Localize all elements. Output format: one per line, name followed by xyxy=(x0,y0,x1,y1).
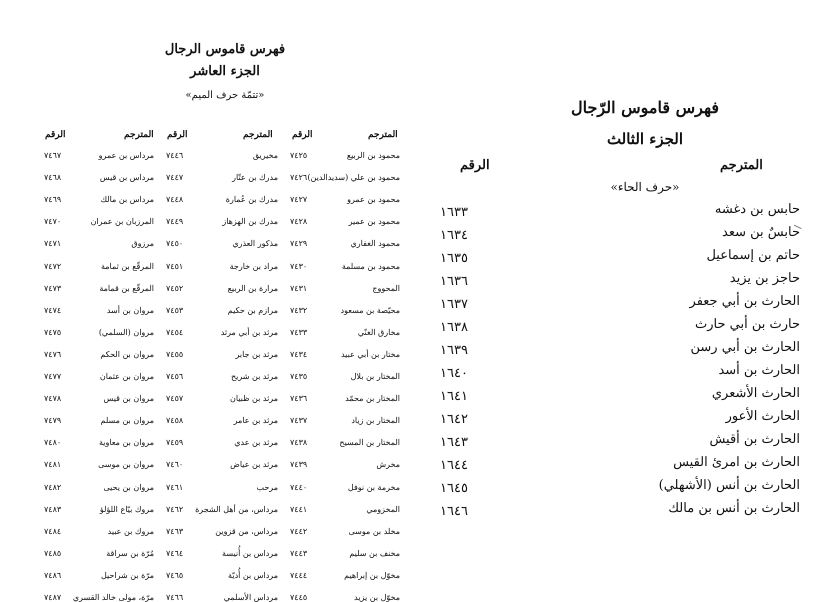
left-entry-name: محمود بن عمير xyxy=(348,217,400,227)
left-entry-name: مرحب xyxy=(256,482,278,492)
left-entry-number: ٧٤٣٧ xyxy=(290,416,308,426)
left-entry-number: ٧٤٥٤ xyxy=(166,327,184,337)
left-entry-name: المختار بن محمّد xyxy=(345,394,400,404)
left-column-header-name: المترجم xyxy=(124,130,154,140)
left-column-header-num: الرقم xyxy=(292,130,313,140)
left-entry-name: مخرمة بن نوفل xyxy=(347,482,400,492)
left-page-title: فهرس قاموس الرجال xyxy=(164,42,286,57)
left-entry-number: ٧٤٣٨ xyxy=(290,438,308,448)
left-entry-name: محيّصة بن مسعود xyxy=(340,305,400,315)
left-entry-name: مرازم بن حكيم xyxy=(227,305,278,315)
right-entry-number: ١٦٤٢ xyxy=(440,412,468,427)
left-entry-name: مرداس بن مالك xyxy=(100,195,154,205)
left-entry-name: مرداس بن قيس xyxy=(99,173,154,183)
left-entry-name: مرداس بن أُنيسة xyxy=(222,548,278,558)
left-entry-name: مروان (السلمي) xyxy=(98,327,154,337)
left-entry-number: ٧٤٤٦ xyxy=(166,151,184,160)
right-entry-name: الحارث الأشعري xyxy=(711,386,800,401)
right-page-title: فهرس قاموس الرّجال xyxy=(571,98,719,117)
left-entry-number: ٧٤٨٠ xyxy=(44,438,62,448)
left-entry-name: مخوّل بن إبراهيم xyxy=(344,570,400,580)
left-entry-number: ٧٤٣٠ xyxy=(290,261,308,271)
left-entry-name: مروان بن الحكم xyxy=(100,349,154,359)
left-entry-number: ٧٤٣٦ xyxy=(290,394,308,404)
right-entry-number: ١٦٤٣ xyxy=(440,435,468,450)
right-entry-name: حارث بن أبي حارث xyxy=(694,317,800,332)
left-entry-number: ٧٤٦٤ xyxy=(166,548,184,558)
left-entry-number: ٧٤٨٣ xyxy=(44,504,62,514)
left-entry-number: ٧٤٧٢ xyxy=(44,261,62,271)
left-entry-number: ٧٤٧٩ xyxy=(44,416,62,426)
left-entry-name: محمود بن مسلمة xyxy=(341,261,400,271)
left-entry-number: ٧٤٥٧ xyxy=(166,394,184,404)
right-entry-name: حابس بن دغشه xyxy=(714,202,800,217)
left-entry-name: مروك بن عبيد xyxy=(107,526,154,536)
left-entry-name: مروك بيّاع اللؤلؤ xyxy=(99,504,154,514)
left-entry-name: مختار بن أبي عبيد xyxy=(340,349,400,359)
left-entry-name: المرقّع بن ثمامة xyxy=(100,261,154,271)
left-entry-name: مخرش xyxy=(376,460,400,470)
right-entry-number: ١٦٣٤ xyxy=(440,228,468,243)
left-entry-number: ٧٤٤٥ xyxy=(290,593,308,602)
left-entry-number: ٧٤٦٥ xyxy=(166,570,184,580)
left-entry-name: مرثد بن ظبيان xyxy=(229,394,278,404)
right-entry-name: الحارث بن امرئ القيس xyxy=(673,455,800,470)
left-entry-name: مرثد بن عدي xyxy=(234,438,278,448)
left-entry-number: ٧٤٤٤ xyxy=(290,570,308,580)
left-entry-name: مدرك بن عُمارة xyxy=(225,195,278,205)
left-entry-number: ٧٤٥٦ xyxy=(166,372,184,381)
left-entry-number: ٧٤٨٧ xyxy=(44,593,62,602)
right-entry-number: ١٦٤٤ xyxy=(440,458,468,473)
left-entry-name: مرارة بن الربيع xyxy=(227,283,278,293)
left-entry-name: محمود بن علي (سديدالدين) xyxy=(307,173,400,183)
left-entry-name: مخيريق xyxy=(252,151,278,160)
right-entry-number: ١٦٤٠ xyxy=(440,366,468,381)
left-entry-name: مرّة بن شراحيل xyxy=(100,570,154,580)
left-entry-number: ٧٤٦٨ xyxy=(44,173,62,183)
left-entry-number: ٧٤٦٧ xyxy=(44,151,62,160)
left-entry-number: ٧٤٢٨ xyxy=(290,217,308,227)
left-entry-number: ٧٤٥٨ xyxy=(166,416,184,426)
left-page-section: «تتمّة حرف الميم» xyxy=(185,90,265,101)
right-entry-number: ١٦٣٣ xyxy=(440,205,468,220)
left-entry-name: مخوّل بن يزيد xyxy=(354,593,400,602)
left-entry-name: مروان بن موسى xyxy=(98,460,154,470)
left-column-header-name: المترجم xyxy=(368,130,398,140)
left-column-header-num: الرقم xyxy=(167,130,188,140)
left-entry-name: المختار بن بلال xyxy=(350,372,400,381)
right-entry-number: ١٦٣٧ xyxy=(440,297,468,312)
right-entry-number: ١٦٣٨ xyxy=(440,320,468,335)
left-entry-name: مدرك بن عتّار xyxy=(232,173,278,183)
left-entry-name: مروان بن معاوية xyxy=(98,438,154,448)
left-entry-number: ٧٤٥٣ xyxy=(166,305,184,315)
left-entry-name: مدرك بن الهزهاز xyxy=(222,217,278,227)
left-entry-number: ٧٤٤٨ xyxy=(166,195,184,205)
right-entry-name: الحارث بن أبي جعفر xyxy=(689,294,800,309)
left-entry-name: مرثد بن جابر xyxy=(235,349,278,359)
left-entry-number: ٧٤٦٦ xyxy=(166,593,184,602)
left-entry-number: ٧٤٧١ xyxy=(44,239,62,249)
left-entry-number: ٧٤٧٨ xyxy=(44,394,62,404)
left-entry-number: ٧٤٨٥ xyxy=(44,548,62,558)
left-entry-number: ٧٤٦٣ xyxy=(166,526,184,536)
left-entry-name: مرداس بن أُديّة xyxy=(228,570,278,580)
left-entry-number: ٧٤٤٧ xyxy=(166,173,184,183)
left-entry-name: مروان بن قيس xyxy=(103,394,154,404)
left-entry-number: ٧٤٢٧ xyxy=(290,195,308,205)
left-column-header-name: المترجم xyxy=(243,130,273,140)
right-entry-number: ١٦٣٩ xyxy=(440,343,468,358)
left-entry-number: ٧٤٢٩ xyxy=(290,239,308,249)
left-entry-name: مُرّة بن سراقة xyxy=(106,548,154,558)
left-entry-number: ٧٤٨٤ xyxy=(44,526,62,536)
left-entry-number: ٧٤٨١ xyxy=(44,460,62,470)
left-entry-number: ٧٤٣٢ xyxy=(290,305,308,315)
left-entry-name: مخارق الغنّي xyxy=(357,327,400,337)
right-entry-number: ١٦٤١ xyxy=(440,389,468,404)
left-entry-number: ٧٤٥٢ xyxy=(166,283,184,293)
left-entry-name: مرداس، من قزوين xyxy=(215,526,278,536)
left-entry-name: المرقّع بن قمامة xyxy=(99,283,154,293)
right-entry-name: الحارث الأعور xyxy=(725,409,800,424)
left-entry-name: مروان بن أسد xyxy=(106,305,154,315)
left-page-volume: الجزء العاشر xyxy=(190,64,260,79)
left-entry-name: المختار بن المسيح xyxy=(339,438,400,448)
left-entry-number: ٧٤٤١ xyxy=(290,504,308,514)
left-entry-name: مرثد بن شريح xyxy=(230,372,278,381)
right-entry-name: الحارث بن أبي رسن xyxy=(690,340,800,355)
left-entry-number: ٧٤٣٩ xyxy=(290,460,308,470)
left-entry-number: ٧٤٣٥ xyxy=(290,372,308,381)
left-entry-name: محمود بن الربيع xyxy=(346,151,400,160)
left-entry-name: مروان بن يحيى xyxy=(103,482,154,492)
left-entry-name: مراد بن خارجة xyxy=(229,261,278,271)
left-entry-name: المرزبان بن عمران xyxy=(90,217,154,227)
left-entry-number: ٧٤٢٥ xyxy=(290,151,308,160)
left-entry-number: ٧٤٦٢ xyxy=(166,504,184,514)
left-entry-number: ٧٤٢٦ xyxy=(290,173,308,183)
right-entry-name: حابسٌ بن سعد xyxy=(722,225,800,240)
left-entry-name: المخزومي xyxy=(366,504,400,514)
left-entry-name: مرداس الأسلمي xyxy=(223,593,278,602)
left-entry-number: ٧٤٥٩ xyxy=(166,438,184,448)
right-page xyxy=(420,0,830,552)
left-entry-name: مرثد بن أبي مرثد xyxy=(220,327,278,337)
left-entry-number: ٧٤٨٦ xyxy=(44,570,62,580)
left-entry-number: ٧٤٣١ xyxy=(290,283,308,293)
left-entry-name: مرزوق xyxy=(131,239,154,249)
left-entry-number: ٧٤٤٠ xyxy=(290,482,308,492)
left-entry-name: مرّة، مولى خالد القسري xyxy=(72,593,154,602)
left-entry-number: ٧٤٥٠ xyxy=(166,239,184,249)
left-entry-number: ٧٤٤٩ xyxy=(166,217,184,227)
right-page-section: «حرف الحاء» xyxy=(610,180,680,194)
left-entry-name: المختار بن زياد xyxy=(351,416,400,426)
left-entry-number: ٧٤٤٢ xyxy=(290,526,308,536)
left-entry-name: مذكور العذري xyxy=(232,239,278,249)
left-entry-number: ٧٤٧٧ xyxy=(44,372,62,381)
left-entry-number: ٧٤٣٤ xyxy=(290,349,308,359)
left-entry-name: مرداس بن عمرو xyxy=(98,151,154,160)
left-entry-number: ٧٤٧٣ xyxy=(44,283,62,293)
right-entry-name: الحارث بن أنس بن مالك xyxy=(668,501,800,516)
left-entry-number: ٧٤٦٩ xyxy=(44,195,62,205)
left-entry-number: ٧٤٧٥ xyxy=(44,327,62,337)
right-page-volume: الجزء الثالث xyxy=(606,130,684,148)
right-entry-number: ١٦٣٦ xyxy=(440,274,468,289)
right-entry-number: ١٦٤٦ xyxy=(440,504,468,519)
left-entry-name: مخلد بن موسى xyxy=(348,526,400,536)
left-entry-number: ٧٤٥١ xyxy=(166,261,184,271)
right-entry-name: حاتم بن إسماعيل xyxy=(706,248,800,263)
right-header-name: المترجم xyxy=(720,158,763,173)
left-entry-number: ٧٤٤٣ xyxy=(290,548,308,558)
right-entry-name: حاجز بن يزيد xyxy=(729,271,800,286)
left-entry-name: مخنف بن سليم xyxy=(349,548,400,558)
left-entry-name: مرثد بن عامر xyxy=(233,416,278,426)
left-entry-name: مرداس، من أهل الشجرة xyxy=(195,504,278,514)
left-entry-number: ٧٤٥٥ xyxy=(166,349,184,359)
left-entry-name: مروان بن مسلم xyxy=(100,416,154,426)
left-column-header-num: الرقم xyxy=(45,130,66,140)
left-entry-number: ٧٤٣٣ xyxy=(290,327,308,337)
right-entry-name: الحارث بن أسد xyxy=(718,363,800,378)
right-entry-name: الحارث بن أقيش xyxy=(709,432,800,447)
left-entry-name: محمود الغفاري xyxy=(350,239,400,249)
left-entry-number: ٧٤٦١ xyxy=(166,482,184,492)
left-entry-number: ٧٤٧٤ xyxy=(44,305,62,315)
right-header-num: الرقم xyxy=(460,158,490,173)
right-entry-name: الحارث بن أنس (الأشهلي) xyxy=(658,478,800,493)
left-entry-name: مرثد بن عياض xyxy=(230,460,278,470)
left-entry-name: المحووج xyxy=(372,283,400,293)
left-entry-name: محمود بن عمرو xyxy=(347,195,400,205)
left-entry-number: ٧٤٨٢ xyxy=(44,482,62,492)
right-entry-number: ١٦٤٥ xyxy=(440,481,468,496)
left-entry-number: ٧٤٧٦ xyxy=(44,349,62,359)
left-entry-name: مروان بن عثمان xyxy=(99,372,154,381)
right-entry-number: ١٦٣٥ xyxy=(440,251,468,266)
left-entry-number: ٧٤٦٠ xyxy=(166,460,184,470)
left-entry-number: ٧٤٧٠ xyxy=(44,217,62,227)
